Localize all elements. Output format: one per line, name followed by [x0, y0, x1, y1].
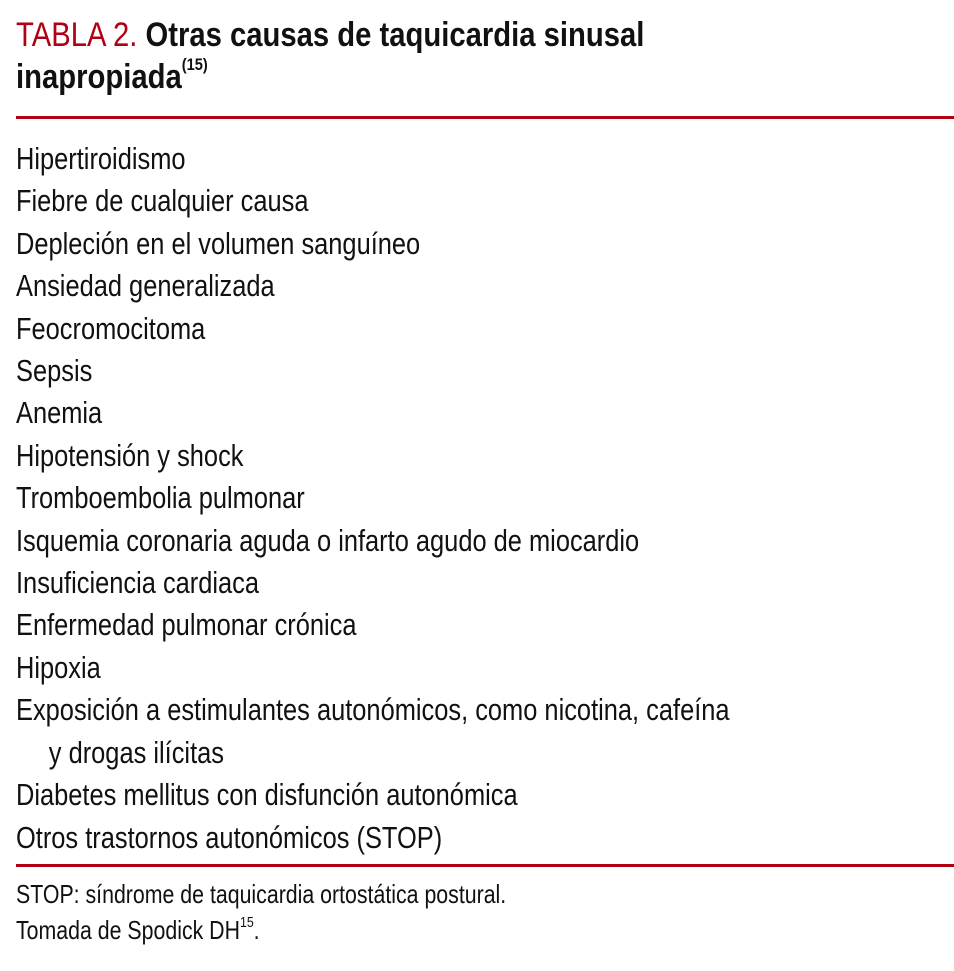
list-item: Diabetes mellitus con disfunción autonómica: [16, 777, 518, 813]
list-item: [16, 689, 918, 774]
top-divider: [16, 116, 954, 119]
table-footnotes: [16, 876, 918, 948]
list-item: Otros trastornos autonómicos (STOP): [16, 819, 443, 855]
list-item: Fiebre de cualquier causa: [16, 183, 309, 219]
list-item: Anemia: [16, 395, 103, 431]
list-item: Ansiedad generalizada: [16, 268, 275, 304]
table-label: TABLA 2.: [16, 16, 138, 54]
list-item: Hipotensión y shock: [16, 437, 244, 473]
title-reference: (15): [181, 55, 208, 74]
list-item: Sepsis: [16, 353, 93, 389]
list-item: Hipertiroidismo: [16, 141, 186, 176]
list-item: Isquemia coronaria aguda o infarto agudo de miocardio: [16, 522, 640, 558]
list-item: Tromboembolia pulmonar: [16, 480, 305, 516]
footnote-source: [16, 912, 918, 948]
footnote-period: .: [253, 915, 260, 945]
footnote-source-text: Tomada de Spodick DH: [16, 915, 240, 945]
table-title-line1: Otras causas de taquicardia sinusal: [145, 16, 645, 54]
list-item: Insuficiencia cardiaca: [16, 565, 260, 601]
table-title: [16, 14, 876, 98]
list-item-text: Exposición a estimulantes autonómicos, como nicotina, cafeína: [16, 692, 730, 728]
footnote-abbreviation: STOP: síndrome de taquicardia ortostática postural.: [16, 879, 507, 909]
causes-list: [16, 138, 918, 859]
table-title-line2: inapropiada: [16, 58, 182, 96]
list-item: Depleción en el volumen sanguíneo: [16, 225, 421, 261]
list-item: Feocromocitoma: [16, 310, 206, 346]
list-item-continuation: y drogas ilícitas: [48, 734, 224, 770]
list-item: Enfermedad pulmonar crónica: [16, 607, 357, 643]
list-item: Hipoxia: [16, 649, 101, 685]
bottom-divider: [16, 864, 954, 867]
footnote-reference: 15: [239, 914, 254, 931]
